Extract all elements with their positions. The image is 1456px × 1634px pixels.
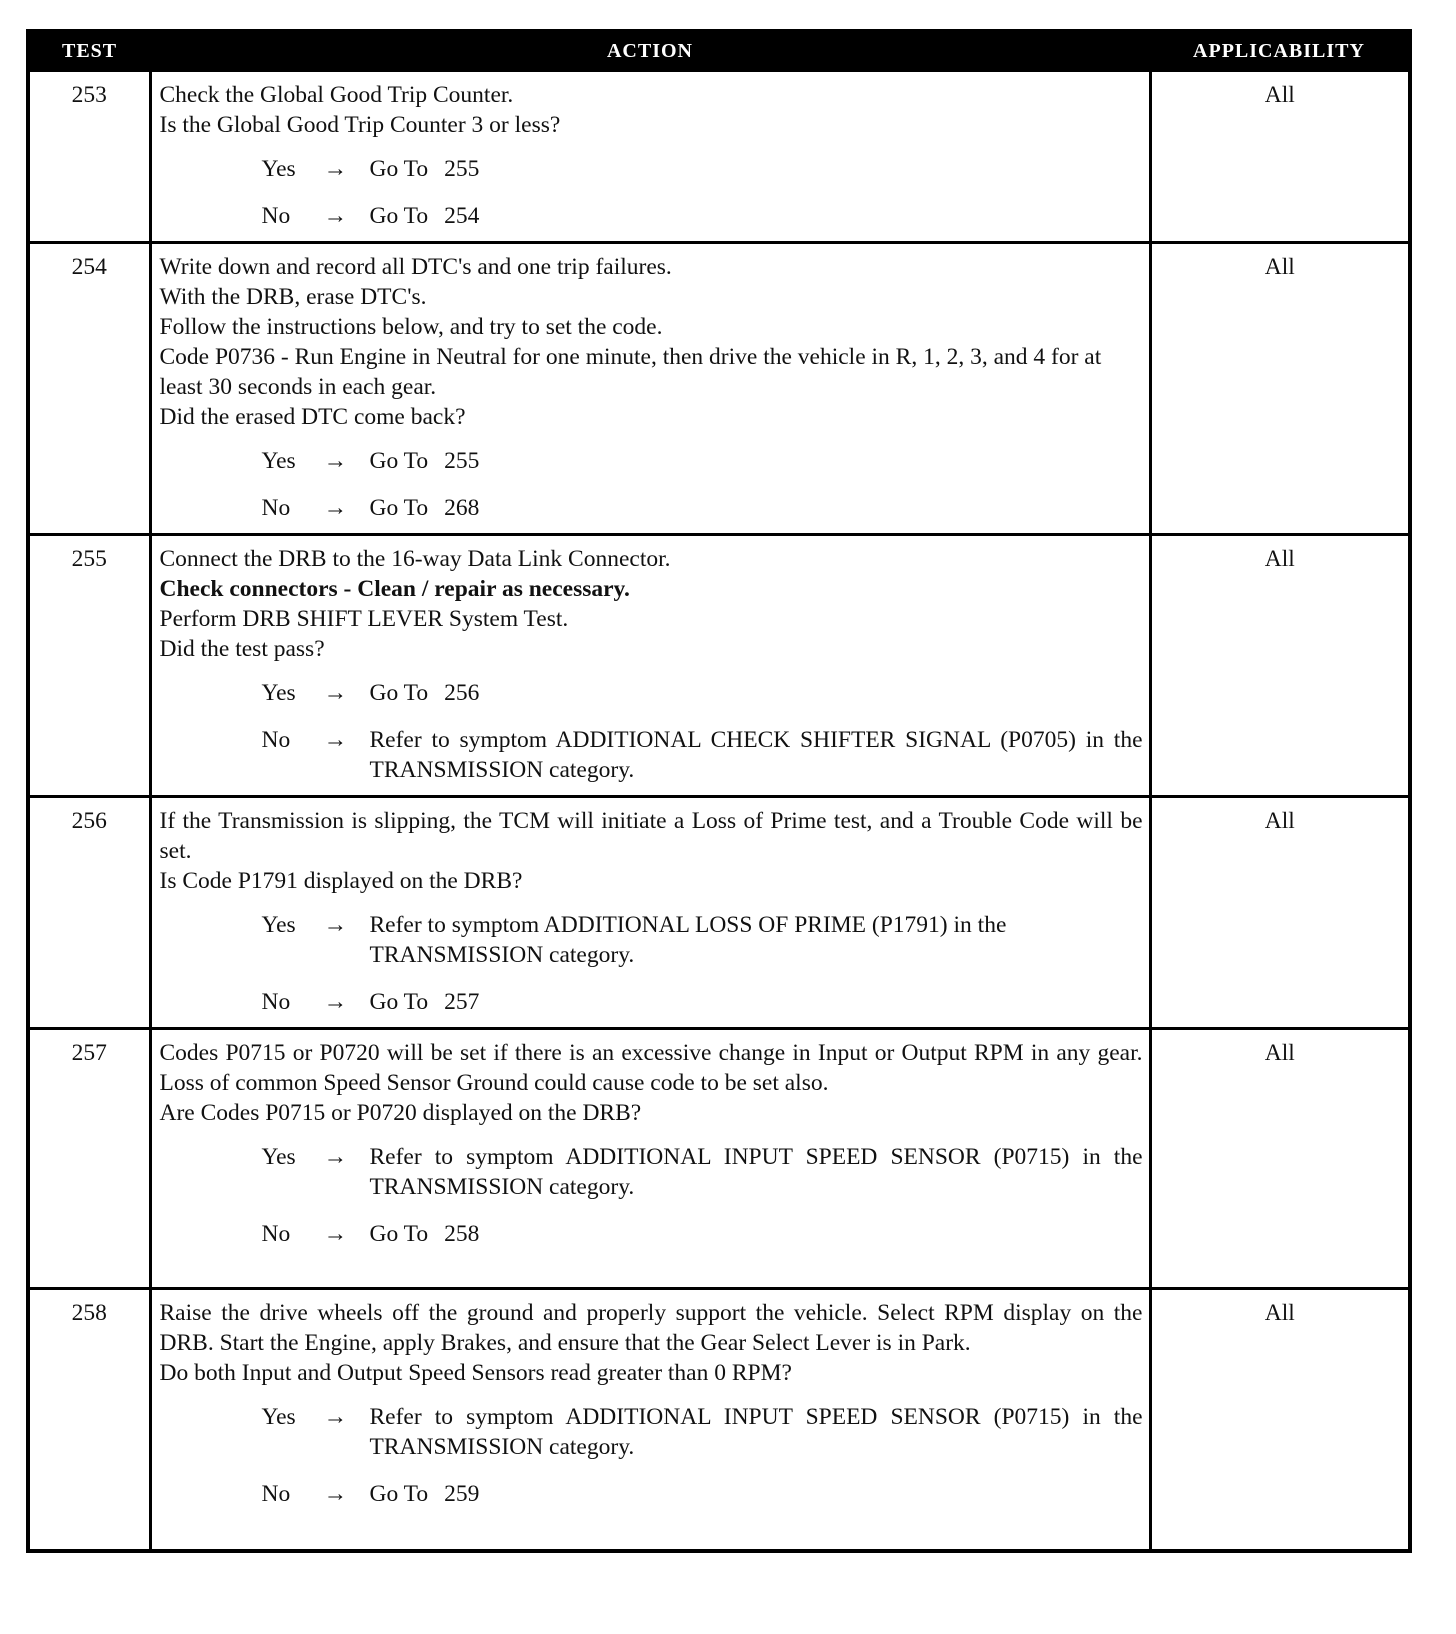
action-line: Did the erased DTC come back? [159, 404, 466, 430]
arrow-right-icon: → [323, 680, 347, 706]
choice-label: Yes [261, 156, 296, 182]
action-cell [150, 1029, 1150, 1289]
choices [160, 910, 1143, 1017]
goto-label: Go To [369, 1481, 429, 1507]
goto-label: Go To [369, 448, 429, 474]
choice-result [370, 678, 1143, 708]
test-number: 257 [28, 1029, 150, 1289]
applicability-value: All [1150, 1029, 1410, 1289]
goto-label: Go To [369, 495, 429, 521]
choice-label: No [261, 1481, 291, 1507]
action-line: Do both Input and Output Speed Sensors read greater than 0 RPM? [159, 1360, 792, 1386]
test-number: 256 [28, 797, 150, 1029]
goto-label: Go To [369, 203, 429, 229]
action-line: Check the Global Good Trip Counter. [159, 82, 514, 108]
arrow-right-icon: → [323, 989, 347, 1015]
choices [160, 1402, 1143, 1509]
goto-target: 256 [444, 680, 480, 706]
choice-yes [160, 1142, 1143, 1202]
table-row [28, 243, 1410, 535]
action-cell [150, 797, 1150, 1029]
choice-label: Yes [261, 680, 296, 706]
choice-label: No [261, 495, 291, 521]
choice-label: Yes [261, 1404, 296, 1430]
choices [160, 678, 1143, 785]
arrow-right-icon: → [323, 1221, 347, 1247]
arrow-right-icon: → [323, 1404, 347, 1430]
choices [160, 154, 1143, 231]
action-cell [150, 71, 1150, 243]
table-header-row [28, 31, 1410, 71]
goto-target: 268 [444, 495, 480, 521]
choice-result [370, 987, 1143, 1017]
choice-label: No [261, 989, 291, 1015]
action-line: Codes P0715 or P0720 will be set if there is an excessive change in Input or Output RPM in any gear. Loss of common Speed Sensor Ground could cause code to be set also. [159, 1040, 1143, 1096]
arrow-right-icon: → [323, 448, 347, 474]
test-number: 255 [28, 535, 150, 797]
applicability-value: All [1150, 535, 1410, 797]
choice-result [370, 201, 1143, 231]
choice-result [370, 493, 1143, 523]
diagnostic-table-page [26, 29, 1408, 1553]
arrow-right-icon: → [323, 203, 347, 229]
choice-result-text: Refer to symptom ADDITIONAL INPUT SPEED SENSOR (P0715) in the TRANSMISSION category. [369, 1144, 1143, 1200]
header-test: TEST [28, 31, 150, 71]
goto-target: 255 [444, 448, 480, 474]
applicability-value: All [1150, 71, 1410, 243]
choice-yes [160, 910, 1143, 970]
action-line: Perform DRB SHIFT LEVER System Test. [159, 606, 569, 632]
arrow-right-icon: → [323, 156, 347, 182]
choice-result [370, 1479, 1143, 1509]
arrow-right-icon: → [323, 495, 347, 521]
choice-no [160, 1219, 1143, 1249]
action-cell [150, 535, 1150, 797]
table-row [28, 1029, 1410, 1289]
applicability-value: All [1150, 243, 1410, 535]
choice-result [370, 446, 1143, 476]
choice-label: No [261, 203, 291, 229]
choice-no [160, 1479, 1143, 1509]
goto-target: 257 [444, 989, 480, 1015]
table-row [28, 797, 1410, 1029]
goto-target: 254 [444, 203, 480, 229]
action-line-emphasis: Check connectors - Clean / repair as necessary. [159, 576, 630, 602]
table-row [28, 535, 1410, 797]
action-line: Is Code P1791 displayed on the DRB? [159, 868, 523, 894]
action-line: Did the test pass? [159, 636, 325, 662]
arrow-right-icon: → [323, 1481, 347, 1507]
action-line: Code P0736 - Run Engine in Neutral for one minute, then drive the vehicle in R, 1, 2, 3, and 4 for at least 30 seconds in each gear. [159, 344, 1102, 400]
goto-label: Go To [369, 1221, 429, 1247]
goto-label: Go To [369, 989, 429, 1015]
applicability-value: All [1150, 1289, 1410, 1551]
choice-no [160, 725, 1143, 785]
applicability-value: All [1150, 797, 1410, 1029]
goto-target: 259 [444, 1481, 480, 1507]
choice-yes [160, 1402, 1143, 1462]
test-number: 254 [28, 243, 150, 535]
goto-target: 258 [444, 1221, 480, 1247]
header-applicability: APPLICABILITY [1150, 31, 1410, 71]
choice-label: Yes [261, 912, 296, 938]
choice-label: No [261, 1221, 291, 1247]
choice-yes [160, 678, 1143, 708]
choices [160, 1142, 1143, 1249]
test-number: 253 [28, 71, 150, 243]
choice-yes [160, 446, 1143, 476]
choice-label: Yes [261, 448, 296, 474]
action-line: Follow the instructions below, and try to set the code. [159, 314, 663, 340]
action-line: With the DRB, erase DTC's. [159, 284, 427, 310]
arrow-right-icon: → [323, 1144, 347, 1170]
action-line: Is the Global Good Trip Counter 3 or less? [159, 112, 561, 138]
action-cell [150, 243, 1150, 535]
choice-label: No [261, 727, 291, 753]
choice-result [370, 154, 1143, 184]
choice-yes [160, 154, 1143, 184]
choices [160, 446, 1143, 523]
action-line: Write down and record all DTC's and one trip failures. [159, 254, 672, 280]
goto-target: 255 [444, 156, 480, 182]
choice-result-text: Refer to symptom ADDITIONAL LOSS OF PRIME (P1791) in the TRANSMISSION category. [369, 912, 1007, 968]
choice-result [370, 1219, 1143, 1249]
arrow-right-icon: → [323, 912, 347, 938]
choice-no [160, 987, 1143, 1017]
action-line: Are Codes P0715 or P0720 displayed on the DRB? [159, 1100, 642, 1126]
header-action: ACTION [150, 31, 1150, 71]
action-line: If the Transmission is slipping, the TCM will initiate a Loss of Prime test, and a Trouble Code will be set. [159, 808, 1143, 864]
action-cell [150, 1289, 1150, 1551]
arrow-right-icon: → [323, 727, 347, 753]
goto-label: Go To [369, 156, 429, 182]
table-row [28, 71, 1410, 243]
action-line: Connect the DRB to the 16-way Data Link Connector. [159, 546, 671, 572]
choice-no [160, 201, 1143, 231]
goto-label: Go To [369, 680, 429, 706]
table-row [28, 1289, 1410, 1551]
choice-result-text: Refer to symptom ADDITIONAL INPUT SPEED SENSOR (P0715) in the TRANSMISSION category. [369, 1404, 1143, 1460]
test-number: 258 [28, 1289, 150, 1551]
diagnostic-test-table [26, 29, 1412, 1553]
choice-result-text: Refer to symptom ADDITIONAL CHECK SHIFTER SIGNAL (P0705) in the TRANSMISSION category. [369, 727, 1143, 783]
action-line: Raise the drive wheels off the ground and properly support the vehicle. Select RPM display on the DRB. Start the Engine, apply Brakes, and ensure that the Gear Select Lever is in Park. [159, 1300, 1143, 1356]
choice-label: Yes [261, 1144, 296, 1170]
choice-no [160, 493, 1143, 523]
